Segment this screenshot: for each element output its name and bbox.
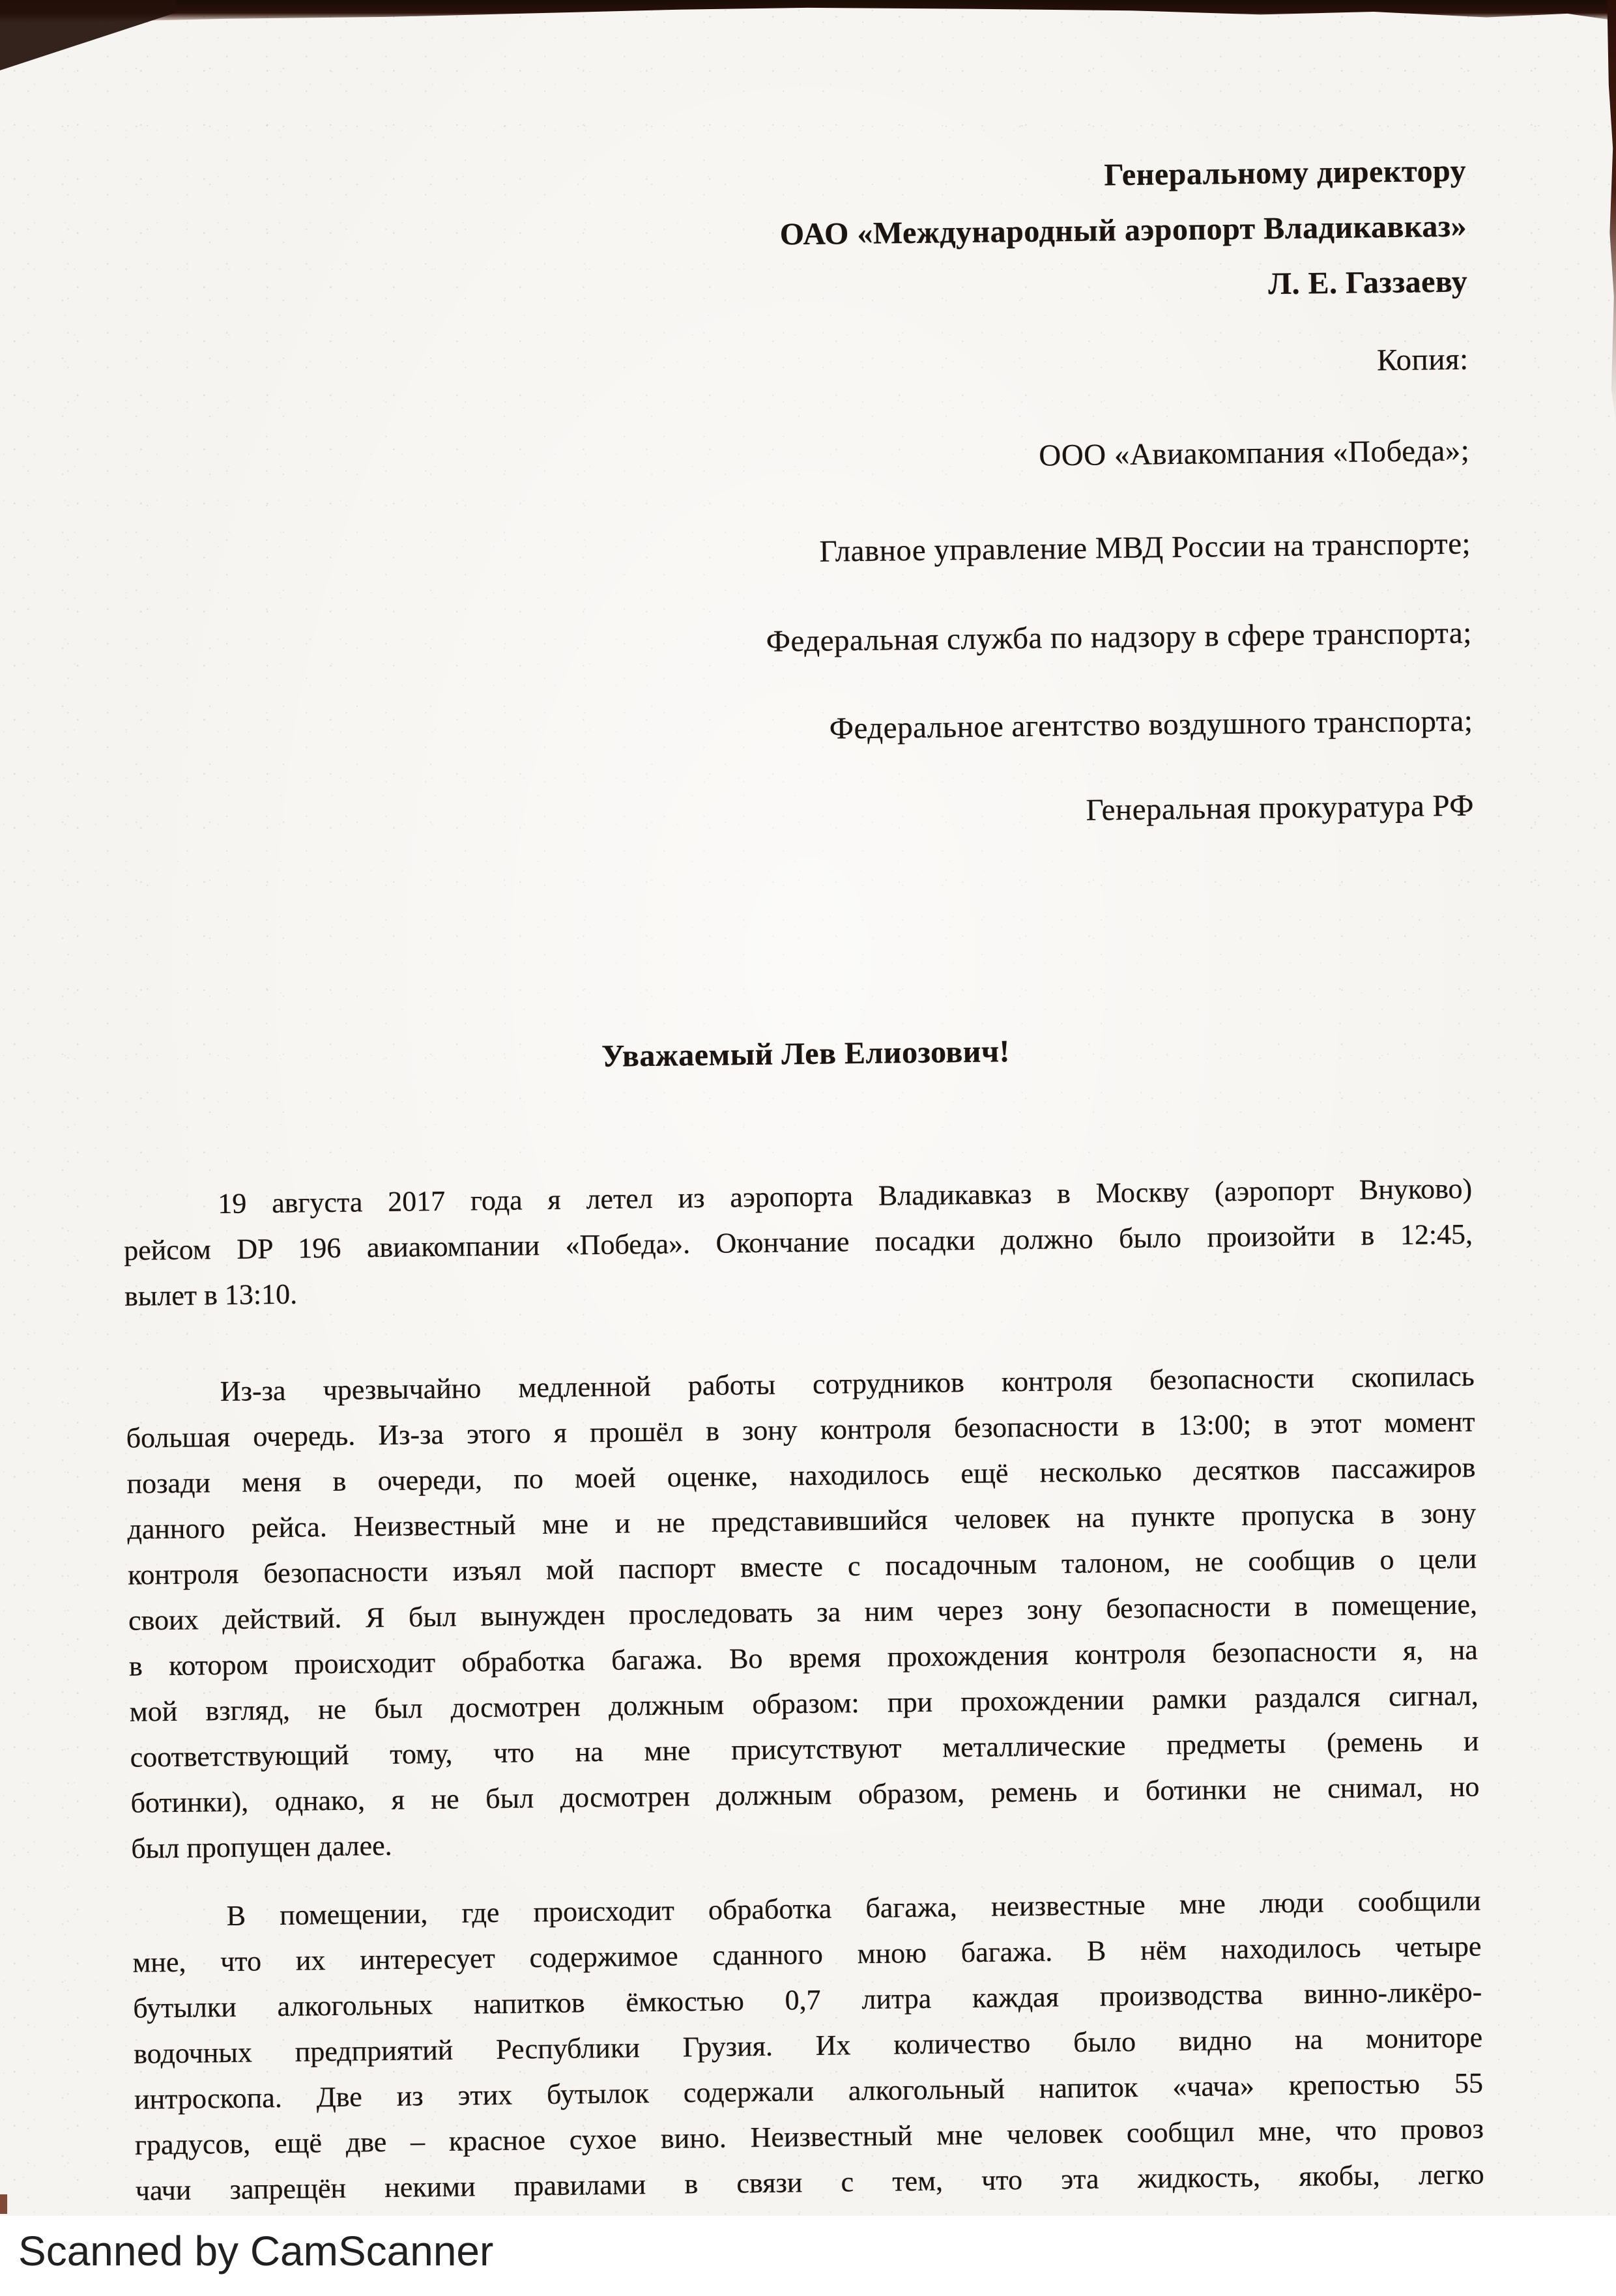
body-line: позади меня в очереди, по моей оценке, находилось ещё несколько десятков пассажиров — [126, 1451, 1476, 1500]
body-line: чачи запрещён некими правилами в связи с тем, что эта жидкость, якобы, легко — [135, 2158, 1484, 2207]
recipient-line: Л. Е. Газзаеву — [1267, 264, 1468, 302]
paragraph — [125, 1354, 1480, 1872]
copy-recipient-line: Генеральная прокуратура РФ — [1086, 788, 1475, 827]
copy-recipient-line: Федеральное агентство воздушного транспорта; — [829, 704, 1473, 746]
body-line: Из-за чрезвычайно медленной работы сотрудников контроля безопасности скопилась — [220, 1360, 1475, 1408]
body-line: В помещении, где происходит обработка багажа, неизвестные мне люди сообщили — [226, 1884, 1481, 1932]
body-line: соответствующий тому, что на мне присутствуют металлические предметы (ремень и — [130, 1725, 1479, 1773]
body-line: рейсом DP 196 авиакомпании «Победа». Окончание посадки должно было произойти в 12:45, — [123, 1218, 1473, 1267]
recipient-line: Генеральному директору — [1104, 153, 1467, 193]
body-line: в котором происходит обработка багажа. Во время прохождения контроля безопасности я, на — [128, 1633, 1479, 1682]
letter-body — [123, 1166, 1484, 2214]
body-line: своих действий. Я был вынужден проследовать за ним через зону безопасности в помещение, — [128, 1588, 1478, 1637]
copy-recipient-line: Федеральная служба по надзору в сфере транспорта; — [766, 616, 1473, 659]
body-line: интроскопа. Две из этих бутылок содержали алкогольный напиток «чача» крепостью 55 — [134, 2067, 1484, 2116]
recipient-line: ОАО «Международный аэропорт Владикавказ» — [779, 208, 1467, 252]
watermark-label: Scanned by CamScanner — [18, 2228, 494, 2274]
camscanner-watermark — [0, 2216, 1616, 2286]
body-line: контроля безопасности изъял мой паспорт вместе с посадочным талоном, не сообщив о цели — [127, 1542, 1477, 1591]
body-line: бутылки алкогольных напитков ёмкостью 0,7 литра каждая производства винно-ликёро- — [133, 1975, 1482, 2024]
body-line: 19 августа 2017 года я летел из аэропорта Владикавказ в Москву (аэропорт Внуково) — [217, 1172, 1473, 1220]
body-line: мой взгляд, не был досмотрен должным образом: при прохождении рамки раздался сигнал, — [129, 1679, 1479, 1728]
scan-edge-right — [1606, 0, 1616, 423]
body-line: вылет в 13:10. — [124, 1278, 298, 1312]
body-line: большая очередь. Из-за этого я прошёл в зону контроля безопасности в 13:00; в этот момент — [126, 1405, 1475, 1454]
paragraph — [132, 1878, 1484, 2213]
paragraph — [123, 1166, 1473, 1319]
body-line: данного рейса. Неизвестный мне и не представившийся человек на пункте пропуска в зону — [127, 1497, 1477, 1545]
copy-recipient-line: Главное управление МВД России на транспорте; — [819, 526, 1471, 569]
body-line: ботинки), однако, я не был досмотрен должным образом, ремень и ботинки не снимал, но — [130, 1770, 1480, 1819]
copy-recipient-line: ООО «Авиакомпания «Победа»; — [1039, 433, 1470, 473]
copy-label: Копия: — [1376, 342, 1469, 378]
body-line: мне, что их интересует содержимое сданного мною багажа. В нём находилось четыре — [132, 1930, 1482, 1979]
body-line: водочных предприятий Республики Грузия. Их количество было видно на мониторе — [133, 2021, 1483, 2070]
body-line: градусов, ещё две – красное сухое вино. Неизвестный мне человек сообщил мне, что провоз — [134, 2112, 1484, 2161]
salutation: Уважаемый Лев Елиозович! — [601, 1034, 1011, 1074]
body-line: был пропущен далее. — [131, 1829, 392, 1865]
scan-mark-bottom-left — [0, 2194, 7, 2214]
